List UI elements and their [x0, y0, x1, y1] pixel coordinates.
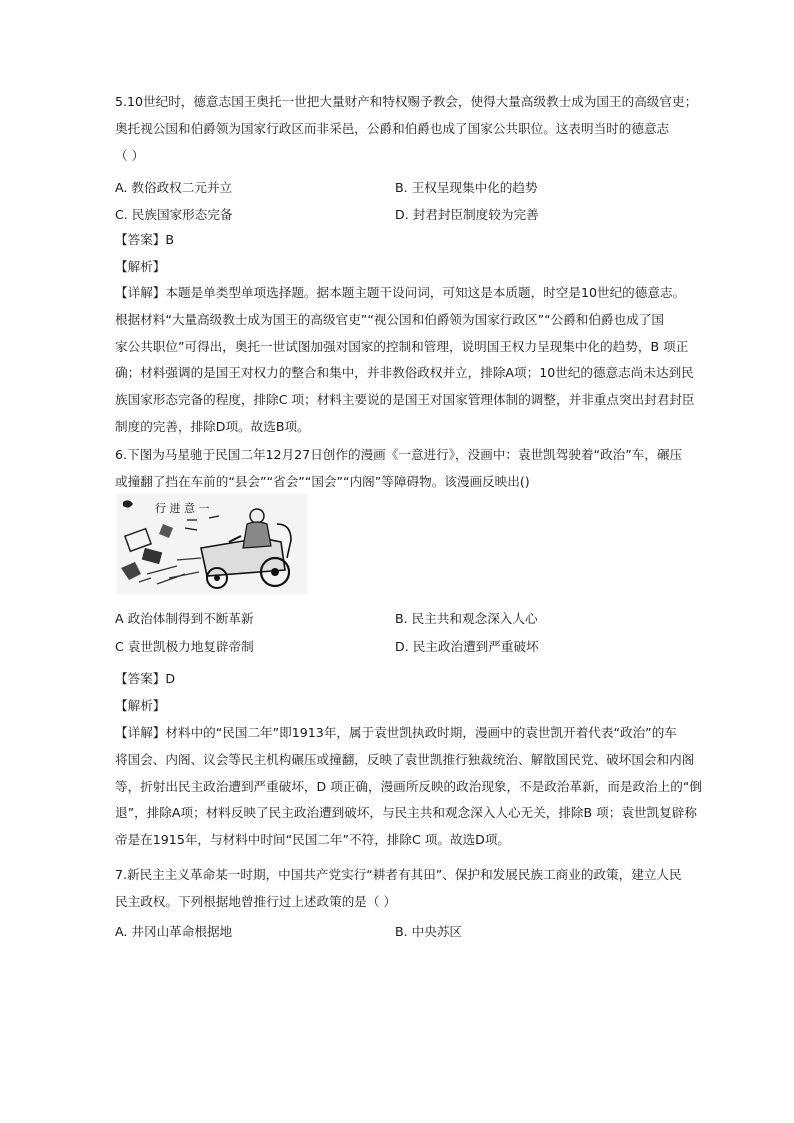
q5-detail-line-1: 【详解】本题是单类型单项选择题。据本题主题干设问词，可知这是本质题，时空是10世纪的德意志。 — [115, 285, 686, 300]
q6-option-b[interactable]: B. 民主共和观念深入人心 — [395, 611, 538, 626]
q5-option-c[interactable]: C. 民族国家形态完备 — [115, 207, 233, 222]
q5-stem-line-2: 奥托视公国和伯爵领为国家行政区而非采邑，公爵和伯爵也成了国家公共职位。这表明当时的德意志 — [115, 121, 670, 136]
q5-option-a[interactable]: A. 教俗政权二元并立 — [115, 180, 233, 195]
q5-detail-line-6: 制度的完善，排除D项。故选B项。 — [115, 419, 310, 434]
q6-detail-line-2: 将国会、内阁、议会等民主机构碾压或撞翻，反映了袁世凯推行独裁统治、解散国民党、破坏国会和内阁 — [115, 752, 695, 767]
q5-detail-line-2: 根据材料“大量高级教士成为国王的高级官吏”“视公国和伯爵领为国家行政区”“公爵和伯爵也成了国 — [115, 312, 664, 327]
q5-stem-line-1: 5.10世纪时，德意志国王奥托一世把大量财产和特权赐予教会，使得大量高级教士成为国王的高级官吏； — [115, 94, 698, 109]
q6-detail-line-1: 【详解】材料中的“民国二年”即1913年，属于袁世凯执政时期，漫画中的袁世凯开着代表“政治”的车 — [115, 725, 677, 740]
driver-head-icon — [250, 509, 264, 523]
q7-stem-line-2: 民主政权。下列根据地曾推行过上述政策的是（ ） — [115, 894, 397, 909]
q5-option-b[interactable]: B. 王权呈现集中化的趋势 — [395, 180, 538, 195]
q6-detail-line-4: 退”，排除A项；材料反映了民主政治遭到破坏，与民主共和观念深入人心无关，排除B 项；袁世凯复辟称 — [115, 805, 697, 820]
q6-analysis-label: 【解析】 — [115, 698, 166, 713]
q7-option-b[interactable]: B. 中央苏区 — [395, 924, 463, 939]
driver-body-icon — [243, 522, 271, 548]
q6-detail-line-5: 帝是在1915年，与材料中时间“民国二年”不符，排除C 项。故选D项。 — [115, 832, 511, 847]
q5-stem-blank: （ ） — [115, 148, 145, 163]
q6-stem-line-1: 6.下图为马星驰于民国二年12月27日创作的漫画《一意进行》，没画中：袁世凯驾驶着“政治”车，碾压 — [115, 447, 683, 462]
q5-detail-line-4: 确；材料强调的是国王对权力的整合和集中，并非教俗政权并立，排除A项；10世纪的德意志尚未达到民 — [115, 365, 694, 380]
q6-option-c[interactable]: C 袁世凯极力地复辟帝制 — [115, 639, 254, 654]
q5-answer: 【答案】B — [115, 232, 175, 247]
q5-detail-line-3: 家公共职位”可得出，奥托一世试图加强对国家的控制和管理，说明国王权力呈现集中化的趋势，B 项正 — [115, 339, 689, 354]
q5-analysis-label: 【解析】 — [115, 259, 166, 274]
cartoon-title: 行 进 意 一 — [155, 502, 210, 515]
q6-option-d[interactable]: D. 民主政治遭到严重破坏 — [395, 639, 539, 654]
cartoon-image — [117, 494, 307, 594]
q6-stem-line-2: 或撞翻了挡在车前的“县会”“省会”“国会”“内阁”等障碍物。该漫画反映出() — [115, 474, 530, 489]
q6-option-a[interactable]: A 政治体制得到不断革新 — [115, 611, 254, 626]
q5-detail-line-5: 族国家形态完备的程度，排除C 项；材料主要说的是国王对国家管理体制的调整，并非重点突出封君封臣 — [115, 392, 695, 407]
q7-stem-line-1: 7.新民主主义革命某一时期，中国共产党实行“耕者有其田”、保护和发展民族工商业的政策，建立人民 — [115, 867, 682, 882]
q7-option-a[interactable]: A. 井冈山革命根据地 — [115, 924, 233, 939]
q6-answer: 【答案】D — [115, 671, 176, 686]
q6-detail-line-3: 等，折射出民主政治遭到严重破坏，D 项正确，漫画所反映的政治现象，不是政治革新，而是政治上的“倒 — [115, 779, 702, 794]
q5-option-d[interactable]: D. 封君封臣制度较为完善 — [395, 207, 539, 222]
